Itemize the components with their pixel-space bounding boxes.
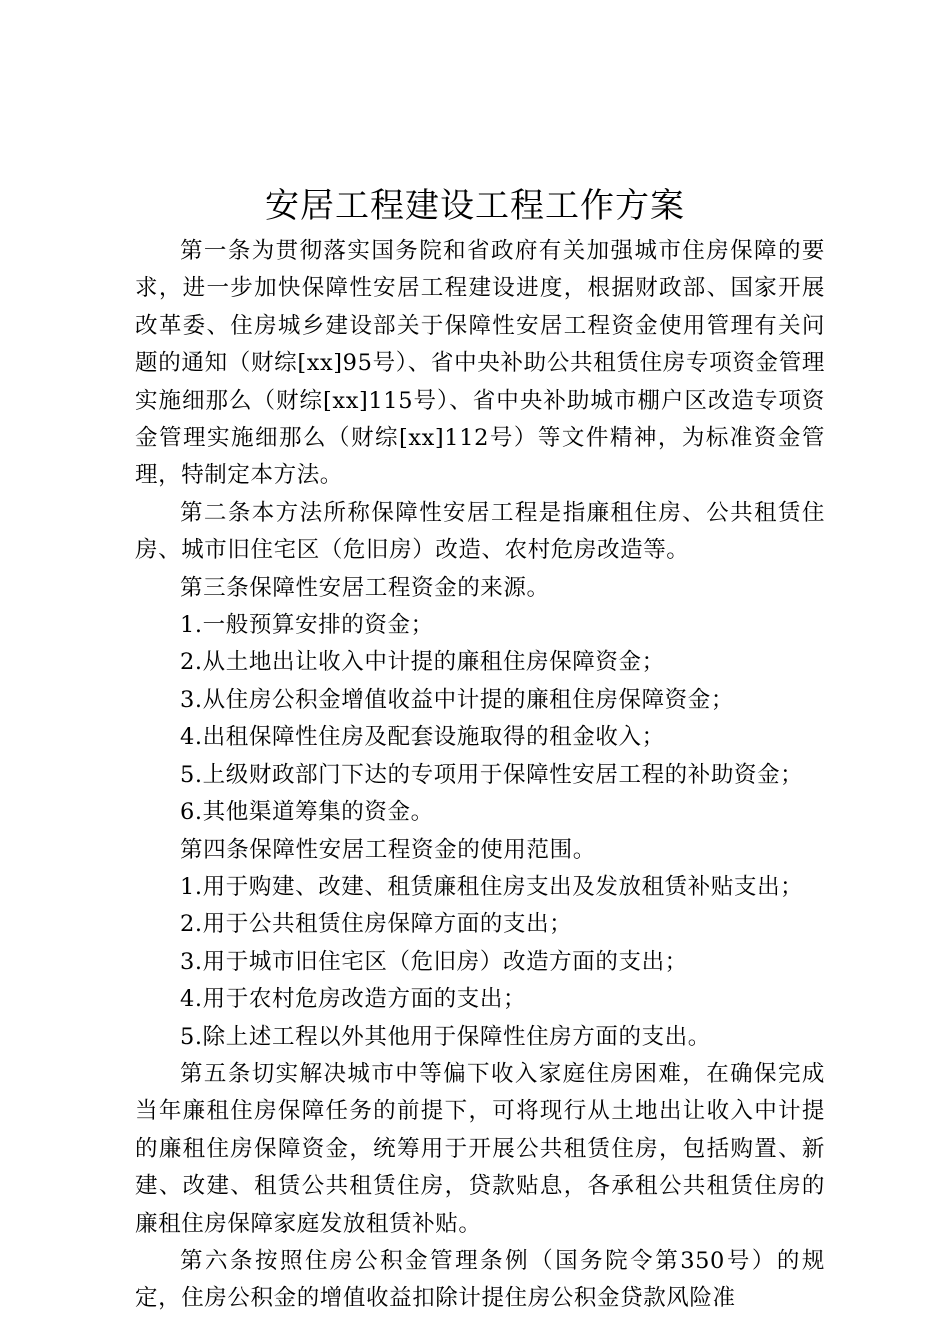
article-5-paragraph: 第五条切实解决城市中等偏下收入家庭住房困难，在确保完成当年廉租住房保障任务的前提下，可将现行从土地出让收入中计提的廉租住房保障资金，统筹用于开展公共租赁住房，包括购置、新建、改建、租赁公共租赁住房，贷款贴息，各承租公共租赁住房的廉租住房保障家庭发放租赁补贴。 bbox=[135, 1060, 825, 1237]
document-title: 安居工程建设工程工作方案 bbox=[265, 186, 685, 226]
usage-scope-item: 2.用于公共租赁住房保障方面的支出； bbox=[180, 911, 573, 938]
usage-scope-item: 4.用于农村危房改造方面的支出； bbox=[180, 986, 527, 1013]
funding-source-item: 5.上级财政部门下达的专项用于保障性安居工程的补助资金； bbox=[180, 761, 804, 788]
funding-source-item: 6.其他渠道筹集的资金。 bbox=[180, 799, 434, 826]
article-1-paragraph: 第一条为贯彻落实国务院和省政府有关加强城市住房保障的要求，进一步加快保障性安居工程建设进度，根据财政部、国家开展改革委、住房城乡建设部关于保障性安居工程资金使用管理有关问题的通知（财综[xx]95号）、省中央补助公共租赁住房专项资金管理实施细那么（财综[xx]115号）、省中央补助城市棚户区改造专项资金管理实施细那么（财综[xx]112号）等文件精神，为标准资金管理，特制定本方法。 bbox=[135, 238, 825, 489]
usage-scope-item: 3.用于城市旧住宅区（危旧房）改造方面的支出； bbox=[180, 948, 688, 975]
funding-source-item: 4.出租保障性住房及配套设施取得的租金收入； bbox=[180, 724, 665, 751]
usage-scope-item: 1.用于购建、改建、租赁廉租住房支出及发放租赁补贴支出； bbox=[180, 873, 804, 900]
document-body bbox=[135, 233, 825, 1318]
article-2-paragraph: 第二条本方法所称保障性安居工程是指廉租住房、公共租赁住房、城市旧住宅区（危旧房）改造、农村危房改造等。 bbox=[135, 499, 825, 564]
funding-source-item: 2.从土地出让收入中计提的廉租住房保障资金； bbox=[180, 649, 665, 676]
funding-source-item: 3.从住房公积金增值收益中计提的廉租住房保障资金； bbox=[180, 686, 734, 713]
article-4-heading: 第四条保障性安居工程资金的使用范围。 bbox=[180, 836, 596, 863]
funding-source-item: 1.一般预算安排的资金； bbox=[180, 612, 434, 639]
article-6-paragraph: 第六条按照住房公积金管理条例（国务院令第350号）的规定，住房公积金的增值收益扣除计提住房公积金贷款风险准 bbox=[135, 1247, 825, 1312]
usage-scope-item: 5.除上述工程以外其他用于保障性住房方面的支出。 bbox=[180, 1023, 711, 1050]
article-3-heading: 第三条保障性安居工程资金的来源。 bbox=[180, 574, 550, 601]
